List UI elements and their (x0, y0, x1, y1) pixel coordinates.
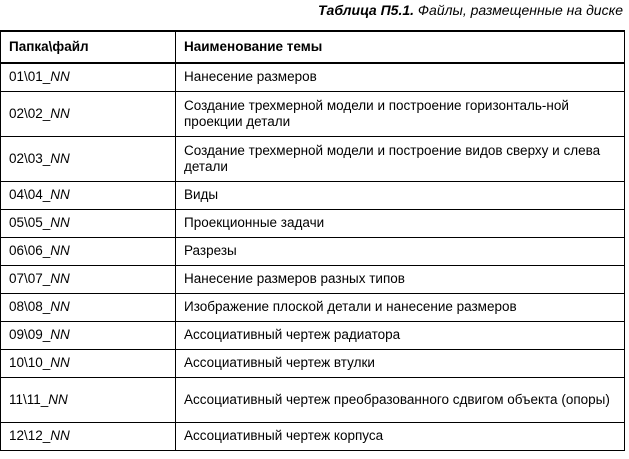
table-row (1, 321, 625, 349)
topic-cell: Изображение плоской детали и нанесение размеров (176, 293, 625, 321)
table-row (1, 349, 625, 377)
folder-suffix: NN (50, 105, 70, 121)
folder-cell (1, 349, 176, 377)
folder-name: 06\06_ (9, 243, 51, 258)
folder-cell (1, 209, 176, 237)
table-caption-label: Таблица П5.1. (317, 2, 415, 18)
topic-cell: Ассоциативный чертеж корпуса (176, 422, 625, 450)
folder-cell (1, 265, 176, 293)
topic-cell: Ассоциативный чертеж радиатора (176, 321, 625, 349)
folder-name: 04\04_ (9, 187, 51, 202)
table-row (1, 181, 625, 209)
folder-suffix: NN (50, 299, 70, 314)
folder-suffix: NN (50, 271, 70, 286)
folder-name: 09\09_ (9, 327, 51, 342)
folder-name: 08\08_ (9, 299, 51, 314)
folder-suffix: NN (50, 327, 70, 342)
table-row (1, 377, 625, 422)
topic-cell: Создание трехмерной модели и построение видов сверху и слева детали (176, 136, 625, 181)
folder-suffix: NN (50, 69, 70, 85)
folder-suffix: NN (50, 355, 70, 370)
folder-name: 05\05_ (9, 215, 51, 230)
folder-cell (1, 91, 176, 136)
topic-cell: Нанесение размеров разных типов (176, 265, 625, 293)
topic-cell: Создание трехмерной модели и построение горизонталь-ной проекции детали (176, 91, 625, 136)
folder-cell (1, 422, 176, 450)
topic-cell: Ассоциативный чертеж преобразованного сдвигом объекта (опоры) (176, 377, 625, 422)
table-row (1, 293, 625, 321)
folder-suffix: NN (50, 428, 70, 443)
folder-name: 11\11_ (9, 391, 49, 407)
folder-suffix: NN (50, 215, 70, 230)
folder-cell (1, 63, 176, 91)
table-row (1, 422, 625, 450)
table-row (1, 91, 625, 136)
table-caption-text: Файлы, размещенные на диске (414, 2, 623, 18)
folder-cell (1, 136, 176, 181)
header-topic: Наименование темы (176, 31, 625, 63)
folder-name: 07\07_ (9, 271, 51, 286)
folder-name: 02\03_ (9, 150, 51, 166)
folder-suffix: NN (50, 187, 70, 202)
table-row (1, 265, 625, 293)
folder-name: 10\10_ (9, 355, 51, 370)
table-row (1, 136, 625, 181)
folder-suffix: NN (48, 391, 68, 407)
topic-cell: Проекционные задачи (176, 209, 625, 237)
folder-name: 01\01_ (9, 69, 51, 85)
folder-cell (1, 237, 176, 265)
folder-suffix: NN (50, 243, 70, 258)
topic-cell: Виды (176, 181, 625, 209)
table-row (1, 209, 625, 237)
folder-suffix: NN (50, 150, 70, 166)
table-row (1, 237, 625, 265)
header-folder: Папка\файл (1, 31, 176, 63)
table-caption (318, 2, 623, 18)
topic-cell: Разрезы (176, 237, 625, 265)
folder-cell (1, 377, 176, 422)
folder-name: 02\02_ (9, 105, 51, 121)
files-table (0, 30, 625, 451)
topic-cell: Нанесение размеров (176, 63, 625, 91)
folder-cell (1, 321, 176, 349)
folder-cell (1, 181, 176, 209)
table-header-row (1, 31, 625, 63)
folder-name: 12\12_ (9, 428, 51, 443)
table-row (1, 63, 625, 91)
folder-cell (1, 293, 176, 321)
topic-cell: Ассоциативный чертеж втулки (176, 349, 625, 377)
